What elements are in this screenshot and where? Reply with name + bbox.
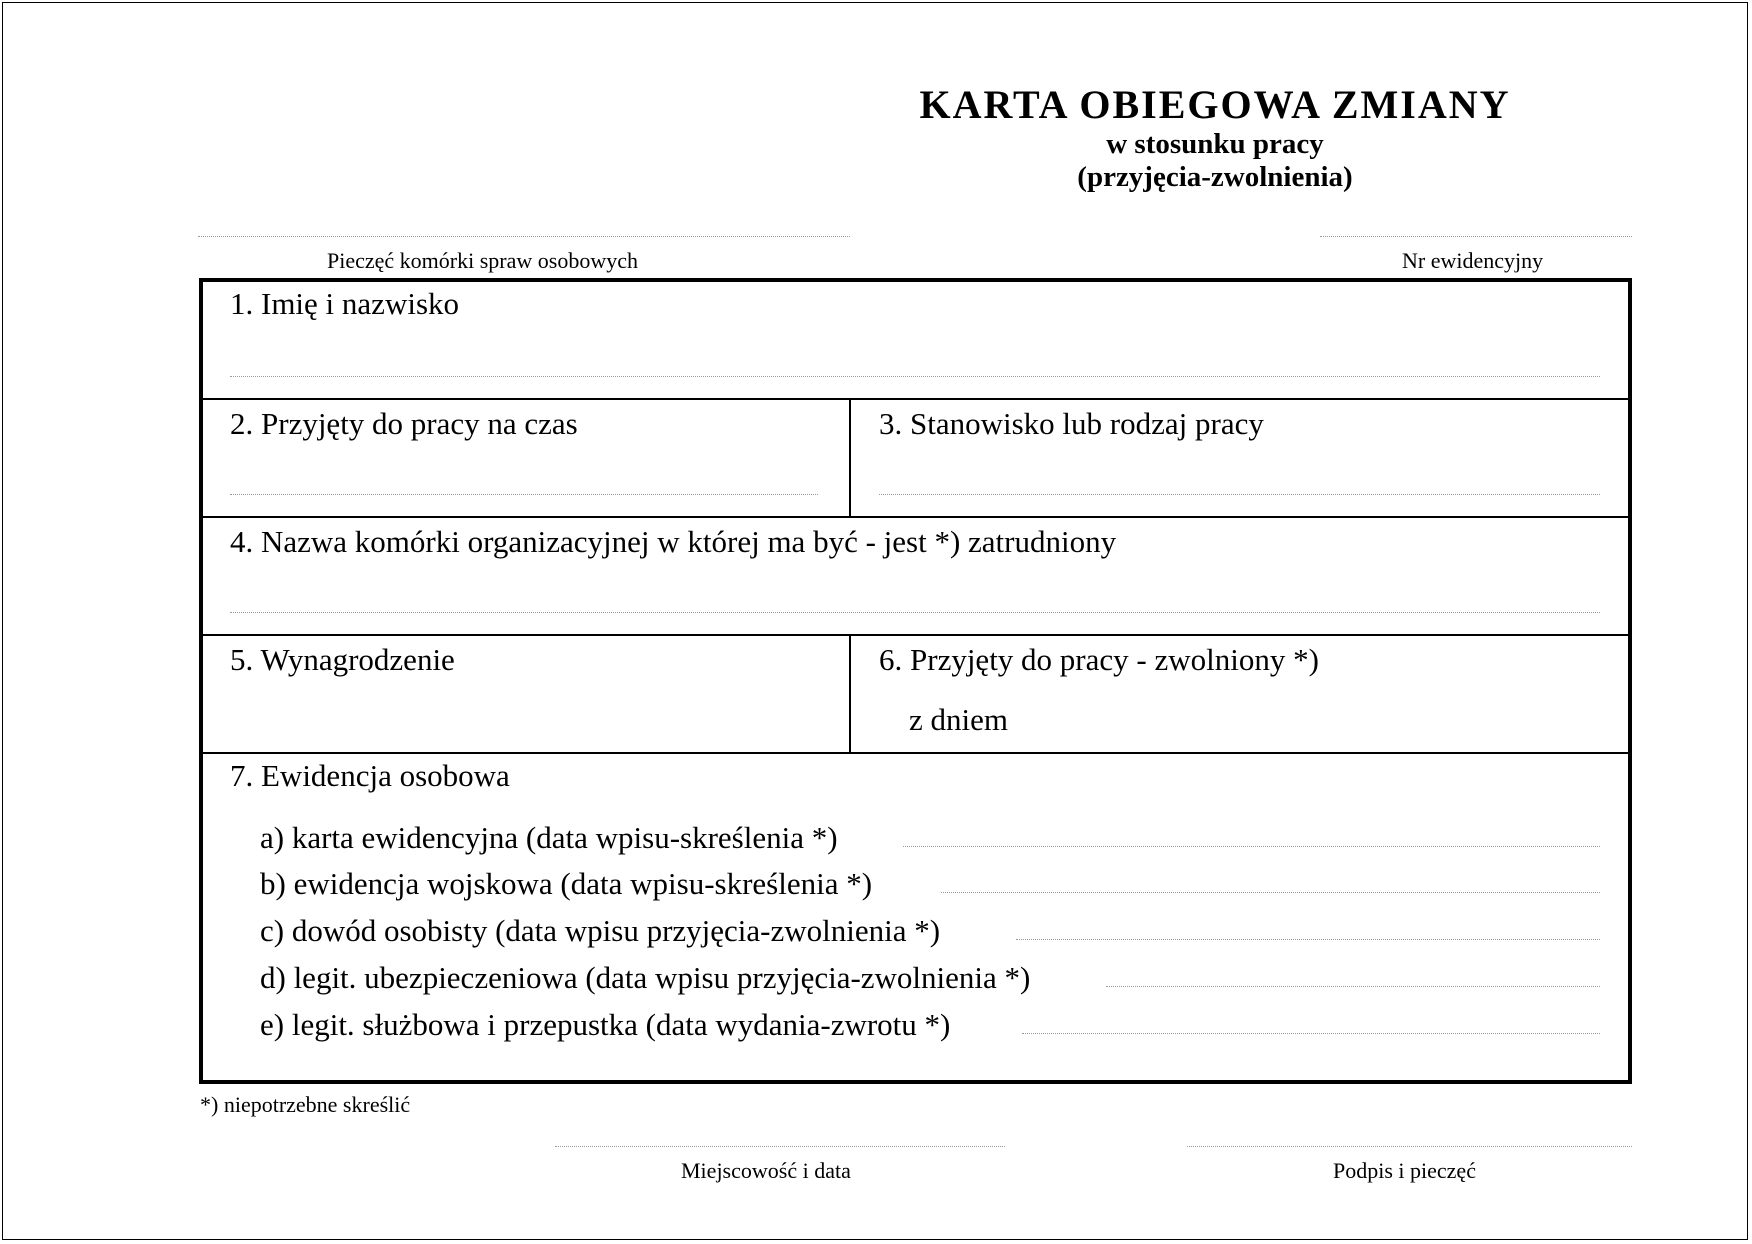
- page-subtitle-2: (przyjęcia-zwolnienia): [1077, 161, 1353, 193]
- record-number-dotline[interactable]: [1320, 236, 1632, 237]
- field-7c-label: c) dowód osobisty (data wpisu przyjęcia-zwolnienia *): [260, 913, 941, 948]
- field-3-label: 3. Stanowisko lub rodzaj pracy: [879, 406, 1264, 441]
- field-7d-input-line[interactable]: [1106, 986, 1600, 987]
- field-7-label: 7. Ewidencja osobowa: [230, 758, 510, 793]
- signature-dotline[interactable]: [1187, 1146, 1632, 1147]
- row-divider-4: [203, 752, 1628, 754]
- field-7e-label: e) legit. służbowa i przepustka (data wydania-zwrotu *): [260, 1007, 951, 1042]
- title-block: [850, 82, 1580, 194]
- col-divider-1: [849, 398, 851, 518]
- field-6-sub-label: z dniem: [909, 702, 1008, 737]
- field-6-label: 6. Przyjęty do pracy - zwolniony *): [879, 642, 1319, 677]
- field-7b-input-line[interactable]: [941, 892, 1600, 893]
- form-box: [199, 278, 1632, 1084]
- field-3-input-line[interactable]: [879, 494, 1600, 495]
- field-7b-label: b) ewidencja wojskowa (data wpisu-skreślenia *): [260, 866, 873, 901]
- field-4-input-line[interactable]: [230, 612, 1600, 613]
- row-divider-1: [203, 398, 1628, 400]
- field-7a-label: a) karta ewidencyjna (data wpisu-skreślenia *): [260, 820, 838, 855]
- page-subtitle-1: w stosunku pracy: [1106, 128, 1324, 160]
- field-1-input-line[interactable]: [230, 376, 1600, 377]
- col-divider-2: [849, 634, 851, 754]
- row-divider-3: [203, 634, 1628, 636]
- page-title: KARTA OBIEGOWA ZMIANY: [919, 82, 1511, 127]
- field-7c-input-line[interactable]: [1016, 939, 1600, 940]
- field-7e-input-line[interactable]: [1022, 1033, 1600, 1034]
- field-4-label: 4. Nazwa komórki organizacyjnej w której ma być - jest *) zatrudniony: [230, 524, 1117, 559]
- footnote: *) niepotrzebne skreślić: [200, 1092, 411, 1117]
- field-1-label: 1. Imię i nazwisko: [230, 286, 460, 321]
- field-5-label: 5. Wynagrodzenie: [230, 642, 455, 677]
- stamp-dotline[interactable]: [198, 236, 850, 237]
- stamp-caption: Pieczęć komórki spraw osobowych: [327, 248, 638, 273]
- place-date-dotline[interactable]: [555, 1146, 1005, 1147]
- row-divider-2: [203, 516, 1628, 518]
- record-number-caption: Nr ewidencyjny: [1402, 248, 1544, 273]
- field-7d-label: d) legit. ubezpieczeniowa (data wpisu przyjęcia-zwolnienia *): [260, 960, 1031, 995]
- signature-caption: Podpis i pieczęć: [1333, 1158, 1476, 1183]
- place-date-caption: Miejscowość i data: [681, 1158, 851, 1183]
- field-2-input-line[interactable]: [230, 494, 818, 495]
- field-7a-input-line[interactable]: [903, 846, 1600, 847]
- field-2-label: 2. Przyjęty do pracy na czas: [230, 406, 578, 441]
